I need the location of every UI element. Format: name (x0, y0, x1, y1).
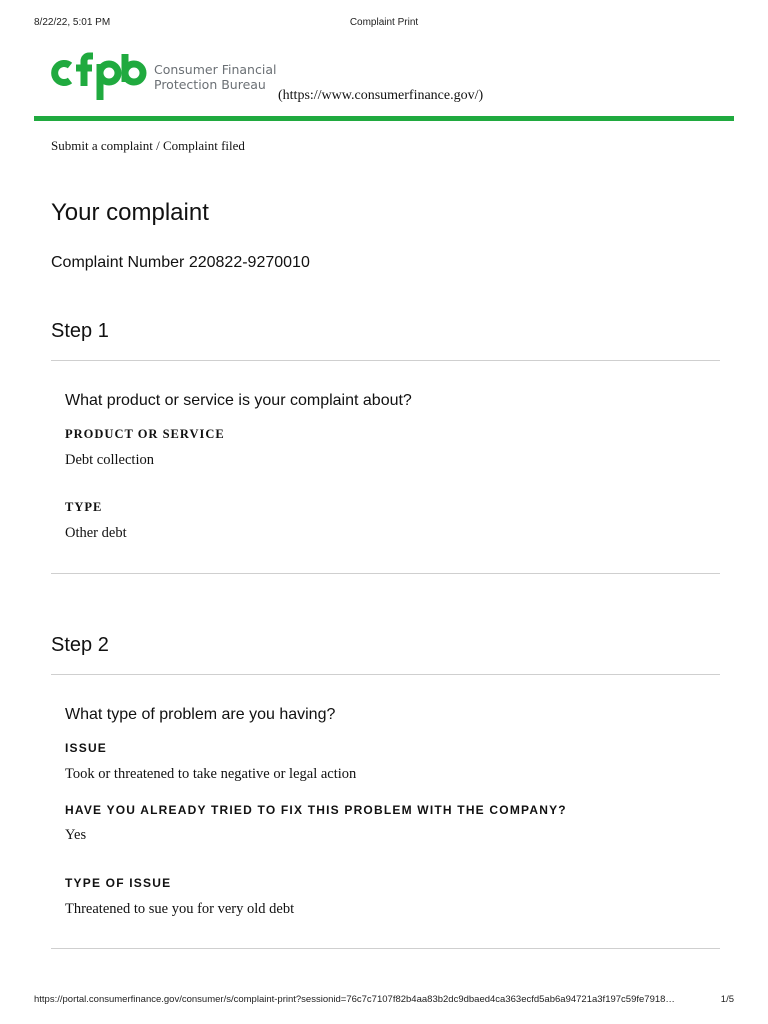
issue-label: ISSUE (65, 741, 108, 755)
breadcrumb (51, 138, 245, 154)
type-of-issue-label: TYPE OF ISSUE (65, 876, 172, 890)
print-url: https://portal.consumerfinance.gov/consumer/s/complaint-print?sessionid=76c7c7107f82b4aa83b2dc9dbaed4ca363ecfd5ab6a94721a3f197c59fe7918… (34, 994, 675, 1005)
cfpb-name (154, 62, 276, 92)
step-1-heading: Step 1 (51, 320, 109, 342)
cfpb-logo-icon (51, 52, 147, 102)
step-2-heading: Step 2 (51, 634, 109, 656)
cfpb-name-line1: Consumer Financial (154, 62, 277, 77)
type-value: Other debt (65, 525, 127, 541)
issue-value: Took or threatened to take negative or legal action (65, 766, 357, 782)
type-label: TYPE (65, 500, 103, 514)
step-1-top-divider (51, 360, 720, 361)
tried-to-fix-label: HAVE YOU ALREADY TRIED TO FIX THIS PROBLEM WITH THE COMPANY? (65, 803, 567, 817)
logo-url: (https://www.consumerfinance.gov/) (278, 88, 484, 103)
cfpb-logo[interactable] (51, 52, 276, 104)
step-1-question: What product or service is your complaint about? (65, 392, 412, 409)
print-datetime: 8/22/22, 5:01 PM (34, 17, 111, 28)
product-or-service-value: Debt collection (65, 452, 154, 468)
step-2-question: What type of problem are you having? (65, 706, 336, 723)
step-2-bottom-divider (51, 948, 720, 949)
print-title: Complaint Print (349, 17, 419, 28)
product-or-service-label: PRODUCT OR SERVICE (65, 427, 225, 441)
step-1-bottom-divider (51, 573, 720, 574)
step-2-top-divider (51, 674, 720, 675)
breadcrumb-submit-complaint-link[interactable]: Submit a complaint (51, 138, 153, 153)
page-title: Your complaint (51, 199, 209, 226)
breadcrumb-current: / Complaint filed (152, 138, 245, 153)
cfpb-name-line2: Protection Bureau (154, 77, 266, 92)
tried-to-fix-value: Yes (65, 827, 87, 843)
header-divider (34, 116, 734, 121)
page-number: 1/5 (720, 994, 734, 1005)
type-of-issue-value: Threatened to sue you for very old debt (65, 901, 295, 917)
complaint-number: Complaint Number 220822-9270010 (51, 254, 310, 271)
